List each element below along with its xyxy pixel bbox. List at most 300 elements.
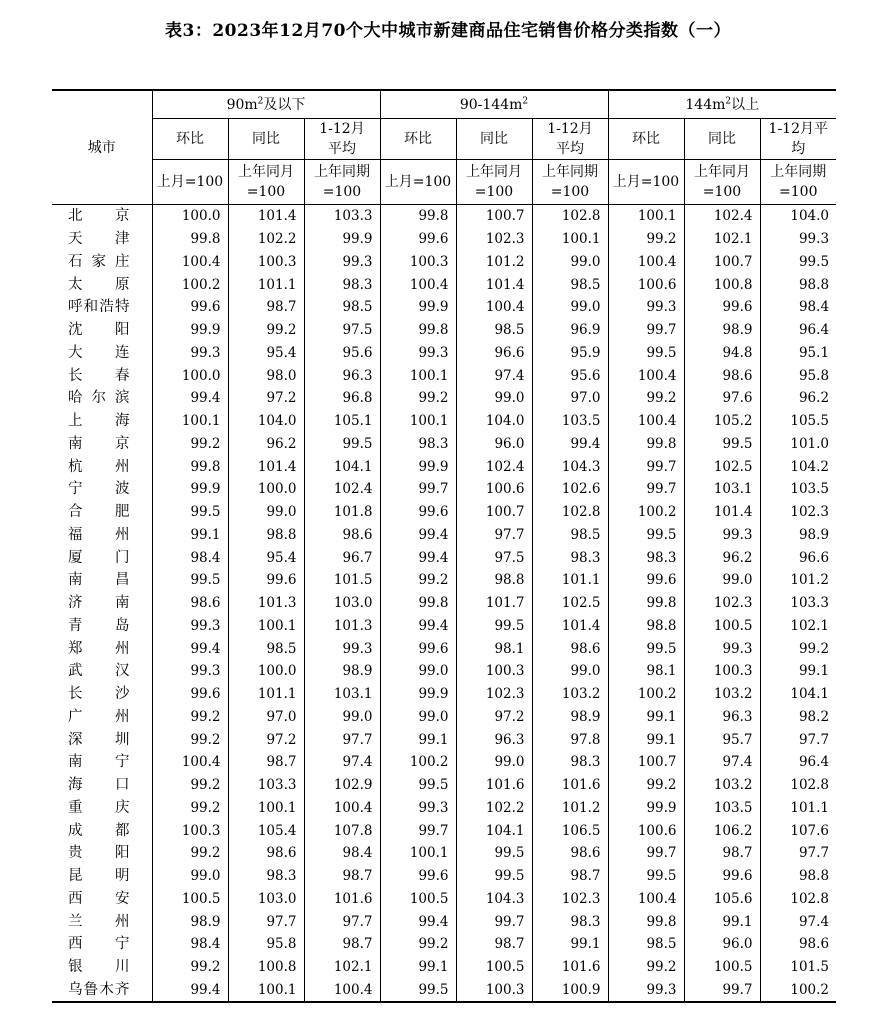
index-value: 103.5 xyxy=(684,797,760,820)
index-value: 99.5 xyxy=(304,433,380,456)
index-value: 102.1 xyxy=(684,228,760,251)
index-value: 98.3 xyxy=(532,751,608,774)
index-value: 102.6 xyxy=(532,478,608,501)
index-value: 98.6 xyxy=(152,592,228,615)
index-value: 96.3 xyxy=(304,364,380,387)
table-row xyxy=(52,342,836,365)
index-value: 99.8 xyxy=(608,910,684,933)
table-row xyxy=(52,273,836,296)
index-value: 99.5 xyxy=(760,251,836,274)
table-row xyxy=(52,910,836,933)
index-value: 99.8 xyxy=(152,228,228,251)
index-value: 100.4 xyxy=(456,296,532,319)
table-row xyxy=(52,251,836,274)
index-value: 100.4 xyxy=(608,410,684,433)
index-value: 98.8 xyxy=(228,524,304,547)
table-row xyxy=(52,615,836,638)
index-value: 98.8 xyxy=(760,865,836,888)
index-value: 100.3 xyxy=(228,251,304,274)
index-value: 106.5 xyxy=(532,819,608,842)
index-value: 99.6 xyxy=(380,637,456,660)
index-value: 98.9 xyxy=(684,319,760,342)
index-value: 96.2 xyxy=(684,546,760,569)
index-value: 99.3 xyxy=(760,228,836,251)
index-value: 103.3 xyxy=(760,592,836,615)
column-header-avg: 1-12月平均 xyxy=(532,119,608,160)
index-value: 95.8 xyxy=(228,933,304,956)
index-value: 99.5 xyxy=(684,433,760,456)
column-base-yoy: 上年同月=100 xyxy=(684,160,760,205)
index-value: 99.6 xyxy=(380,501,456,524)
index-value: 99.8 xyxy=(608,433,684,456)
index-value: 101.4 xyxy=(532,615,608,638)
index-value: 99.4 xyxy=(152,387,228,410)
index-value: 99.3 xyxy=(684,524,760,547)
index-value: 104.1 xyxy=(304,455,380,478)
index-value: 100.2 xyxy=(152,273,228,296)
index-value: 102.3 xyxy=(532,888,608,911)
index-value: 99.3 xyxy=(304,637,380,660)
table-row xyxy=(52,228,836,251)
index-value: 99.4 xyxy=(152,637,228,660)
table-row xyxy=(52,387,836,410)
city-name: 西安 xyxy=(68,890,130,907)
city-name: 北京 xyxy=(68,208,130,225)
index-value: 101.1 xyxy=(760,797,836,820)
index-value: 101.8 xyxy=(304,501,380,524)
index-value: 102.4 xyxy=(684,205,760,228)
city-name: 兰州 xyxy=(68,913,130,930)
index-value: 98.4 xyxy=(760,296,836,319)
column-header-mom: 环比 xyxy=(608,119,684,160)
index-value: 99.2 xyxy=(608,228,684,251)
index-value: 102.8 xyxy=(532,205,608,228)
index-value: 99.2 xyxy=(152,433,228,456)
index-value: 99.0 xyxy=(380,660,456,683)
index-value: 99.0 xyxy=(456,387,532,410)
index-value: 96.9 xyxy=(532,319,608,342)
table-row xyxy=(52,364,836,387)
index-value: 102.3 xyxy=(456,683,532,706)
index-value: 99.6 xyxy=(684,865,760,888)
index-value: 104.1 xyxy=(456,819,532,842)
index-value: 96.6 xyxy=(456,342,532,365)
index-value: 96.0 xyxy=(456,433,532,456)
index-value: 100.5 xyxy=(684,956,760,979)
index-value: 97.0 xyxy=(532,387,608,410)
index-value: 101.3 xyxy=(228,592,304,615)
index-value: 97.4 xyxy=(456,364,532,387)
index-value: 99.4 xyxy=(380,615,456,638)
index-value: 99.2 xyxy=(152,797,228,820)
index-value: 98.6 xyxy=(684,364,760,387)
index-value: 98.4 xyxy=(152,933,228,956)
table-row xyxy=(52,501,836,524)
index-value: 100.4 xyxy=(304,797,380,820)
column-base-mom: 上月=100 xyxy=(380,160,456,205)
index-value: 95.4 xyxy=(228,342,304,365)
city-name: 哈尔滨 xyxy=(68,390,130,407)
index-value: 97.4 xyxy=(684,751,760,774)
index-value: 99.5 xyxy=(456,615,532,638)
index-value: 100.0 xyxy=(152,205,228,228)
column-base-mom: 上月=100 xyxy=(608,160,684,205)
index-value: 99.1 xyxy=(380,728,456,751)
column-base-avg: 上年同期=100 xyxy=(760,160,836,205)
table-row xyxy=(52,797,836,820)
city-name: 贵阳 xyxy=(68,845,130,862)
index-value: 97.6 xyxy=(684,387,760,410)
index-value: 97.2 xyxy=(228,387,304,410)
index-value: 98.3 xyxy=(532,546,608,569)
index-value: 100.6 xyxy=(608,819,684,842)
group-header-small: $90m^2$及以下 xyxy=(152,90,380,119)
table-row xyxy=(52,205,836,228)
index-value: 100.1 xyxy=(228,979,304,1003)
table-row xyxy=(52,478,836,501)
city-name: 厦门 xyxy=(68,549,130,566)
index-value: 101.2 xyxy=(456,251,532,274)
city-name: 银川 xyxy=(68,959,130,976)
index-value: 105.1 xyxy=(304,410,380,433)
index-value: 95.8 xyxy=(760,364,836,387)
index-value: 96.6 xyxy=(760,546,836,569)
column-base-avg: 上年同期=100 xyxy=(304,160,380,205)
index-value: 99.4 xyxy=(380,910,456,933)
index-value: 98.5 xyxy=(532,273,608,296)
group-header-large: $144m^2$以上 xyxy=(608,90,836,119)
index-value: 99.5 xyxy=(456,865,532,888)
index-value: 100.7 xyxy=(608,751,684,774)
index-value: 95.6 xyxy=(532,364,608,387)
index-value: 96.4 xyxy=(760,319,836,342)
city-name: 长春 xyxy=(68,367,130,384)
index-value: 103.2 xyxy=(532,683,608,706)
index-value: 103.3 xyxy=(304,205,380,228)
index-value: 98.6 xyxy=(228,842,304,865)
index-value: 102.2 xyxy=(456,797,532,820)
index-value: 104.2 xyxy=(760,455,836,478)
index-value: 99.7 xyxy=(380,819,456,842)
city-name: 南京 xyxy=(68,435,130,452)
index-value: 103.2 xyxy=(684,683,760,706)
city-name: 太原 xyxy=(68,276,130,293)
index-value: 100.7 xyxy=(456,501,532,524)
index-value: 99.2 xyxy=(760,637,836,660)
index-value: 99.5 xyxy=(608,865,684,888)
index-value: 101.6 xyxy=(304,888,380,911)
index-value: 102.5 xyxy=(684,455,760,478)
index-value: 99.9 xyxy=(608,797,684,820)
index-value: 102.3 xyxy=(760,501,836,524)
column-header-mom: 环比 xyxy=(152,119,228,160)
index-value: 98.7 xyxy=(228,751,304,774)
index-value: 98.3 xyxy=(608,546,684,569)
city-name: 青岛 xyxy=(68,617,130,634)
table-row xyxy=(52,592,836,615)
city-name: 天津 xyxy=(68,231,130,248)
city-name: 呼和浩特 xyxy=(68,299,130,316)
city-name: 广州 xyxy=(68,708,130,725)
column-base-mom: 上月=100 xyxy=(152,160,228,205)
index-value: 99.0 xyxy=(152,865,228,888)
index-value: 99.1 xyxy=(684,910,760,933)
index-value: 99.2 xyxy=(380,933,456,956)
city-name: 石家庄 xyxy=(68,253,130,270)
index-value: 102.3 xyxy=(684,592,760,615)
index-value: 99.1 xyxy=(380,956,456,979)
index-value: 99.2 xyxy=(152,956,228,979)
column-header-yoy: 同比 xyxy=(456,119,532,160)
index-value: 100.5 xyxy=(456,956,532,979)
index-value: 102.8 xyxy=(532,501,608,524)
index-value: 98.5 xyxy=(608,933,684,956)
index-value: 100.1 xyxy=(152,410,228,433)
index-value: 99.4 xyxy=(380,524,456,547)
index-value: 100.1 xyxy=(228,615,304,638)
index-value: 99.3 xyxy=(608,296,684,319)
table-row xyxy=(52,683,836,706)
index-value: 99.5 xyxy=(608,524,684,547)
index-value: 105.5 xyxy=(760,410,836,433)
index-value: 100.2 xyxy=(608,501,684,524)
price-index-table xyxy=(52,89,836,1003)
table-row xyxy=(52,728,836,751)
column-base-yoy: 上年同月=100 xyxy=(456,160,532,205)
index-value: 99.3 xyxy=(684,637,760,660)
table-row xyxy=(52,433,836,456)
index-value: 98.8 xyxy=(456,569,532,592)
table-row xyxy=(52,660,836,683)
index-value: 100.4 xyxy=(152,251,228,274)
index-value: 98.5 xyxy=(532,524,608,547)
table-row xyxy=(52,888,836,911)
index-value: 98.8 xyxy=(608,615,684,638)
index-value: 96.3 xyxy=(456,728,532,751)
table-row xyxy=(52,751,836,774)
index-value: 97.2 xyxy=(228,728,304,751)
index-value: 99.2 xyxy=(152,706,228,729)
city-name: 深圳 xyxy=(68,731,130,748)
index-value: 99.7 xyxy=(684,979,760,1003)
table-row xyxy=(52,865,836,888)
index-value: 100.3 xyxy=(380,251,456,274)
city-name: 成都 xyxy=(68,822,130,839)
index-value: 95.1 xyxy=(760,342,836,365)
index-value: 98.6 xyxy=(760,933,836,956)
index-value: 99.9 xyxy=(152,319,228,342)
index-value: 100.1 xyxy=(608,205,684,228)
index-value: 98.1 xyxy=(608,660,684,683)
index-value: 99.3 xyxy=(380,342,456,365)
index-value: 101.6 xyxy=(456,774,532,797)
index-value: 97.2 xyxy=(456,706,532,729)
index-value: 98.3 xyxy=(532,910,608,933)
index-value: 97.0 xyxy=(228,706,304,729)
index-value: 103.2 xyxy=(684,774,760,797)
column-base-avg: 上年同期=100 xyxy=(532,160,608,205)
index-value: 99.2 xyxy=(608,387,684,410)
index-value: 98.7 xyxy=(456,933,532,956)
index-value: 100.3 xyxy=(456,979,532,1003)
index-value: 100.0 xyxy=(152,364,228,387)
city-name: 昆明 xyxy=(68,868,130,885)
index-value: 102.8 xyxy=(760,774,836,797)
index-value: 102.1 xyxy=(760,615,836,638)
index-value: 96.7 xyxy=(304,546,380,569)
index-value: 102.8 xyxy=(760,888,836,911)
index-value: 95.9 xyxy=(532,342,608,365)
index-value: 101.0 xyxy=(760,433,836,456)
index-value: 101.5 xyxy=(760,956,836,979)
index-value: 102.3 xyxy=(456,228,532,251)
city-name: 南昌 xyxy=(68,572,130,589)
group-header-medium: $90-144m^2$ xyxy=(380,90,608,119)
index-value: 96.0 xyxy=(684,933,760,956)
index-value: 98.7 xyxy=(532,865,608,888)
index-value: 101.4 xyxy=(228,205,304,228)
index-value: 98.6 xyxy=(532,842,608,865)
index-value: 99.2 xyxy=(152,842,228,865)
index-value: 97.5 xyxy=(456,546,532,569)
index-value: 102.1 xyxy=(304,956,380,979)
index-value: 101.2 xyxy=(760,569,836,592)
index-value: 100.2 xyxy=(760,979,836,1003)
city-name: 乌鲁木齐 xyxy=(52,979,152,1003)
index-value: 100.2 xyxy=(380,751,456,774)
index-value: 99.6 xyxy=(228,569,304,592)
city-name: 海口 xyxy=(68,777,130,794)
index-value: 101.4 xyxy=(684,501,760,524)
index-value: 99.2 xyxy=(608,774,684,797)
index-value: 100.9 xyxy=(532,979,608,1003)
index-value: 97.7 xyxy=(760,728,836,751)
index-value: 99.7 xyxy=(380,478,456,501)
index-value: 99.6 xyxy=(608,569,684,592)
index-value: 101.1 xyxy=(228,683,304,706)
city-name: 重庆 xyxy=(68,799,130,816)
index-value: 99.9 xyxy=(380,683,456,706)
index-value: 96.8 xyxy=(304,387,380,410)
index-value: 103.1 xyxy=(684,478,760,501)
index-value: 99.2 xyxy=(228,319,304,342)
index-value: 99.9 xyxy=(304,228,380,251)
column-header-avg: 1-12月平均 xyxy=(304,119,380,160)
index-value: 99.5 xyxy=(152,501,228,524)
city-name: 武汉 xyxy=(68,663,130,680)
index-value: 106.2 xyxy=(684,819,760,842)
index-value: 100.1 xyxy=(380,410,456,433)
index-value: 103.5 xyxy=(760,478,836,501)
city-name: 南宁 xyxy=(68,754,130,771)
index-value: 100.5 xyxy=(380,888,456,911)
index-value: 99.0 xyxy=(304,706,380,729)
index-value: 100.0 xyxy=(228,660,304,683)
column-header-mom: 环比 xyxy=(380,119,456,160)
index-value: 101.2 xyxy=(532,797,608,820)
index-value: 99.0 xyxy=(456,751,532,774)
index-value: 98.9 xyxy=(152,910,228,933)
index-value: 99.7 xyxy=(608,455,684,478)
city-name: 杭州 xyxy=(68,458,130,475)
index-value: 99.4 xyxy=(532,433,608,456)
index-value: 100.4 xyxy=(608,251,684,274)
index-value: 100.4 xyxy=(380,273,456,296)
index-value: 100.8 xyxy=(684,273,760,296)
index-value: 97.4 xyxy=(760,910,836,933)
index-value: 100.8 xyxy=(228,956,304,979)
index-value: 99.0 xyxy=(532,251,608,274)
index-value: 100.1 xyxy=(532,228,608,251)
table-title: 表3：2023年12月70个大中城市新建商品住宅销售价格分类指数（一） xyxy=(165,21,731,41)
index-value: 99.7 xyxy=(608,478,684,501)
index-value: 98.4 xyxy=(304,842,380,865)
index-value: 98.7 xyxy=(304,933,380,956)
index-value: 101.7 xyxy=(456,592,532,615)
index-value: 103.1 xyxy=(304,683,380,706)
index-value: 99.8 xyxy=(380,205,456,228)
city-column-header: 城市 xyxy=(52,90,152,205)
index-value: 99.1 xyxy=(152,524,228,547)
index-value: 100.6 xyxy=(456,478,532,501)
index-value: 99.7 xyxy=(608,842,684,865)
index-value: 99.6 xyxy=(152,683,228,706)
index-value: 105.6 xyxy=(684,888,760,911)
index-value: 99.7 xyxy=(608,319,684,342)
index-value: 98.5 xyxy=(304,296,380,319)
index-value: 97.8 xyxy=(532,728,608,751)
index-value: 100.2 xyxy=(608,683,684,706)
index-value: 104.3 xyxy=(456,888,532,911)
table-row xyxy=(52,296,836,319)
index-value: 98.7 xyxy=(304,865,380,888)
index-value: 98.6 xyxy=(304,524,380,547)
table-row xyxy=(52,819,836,842)
city-name: 上海 xyxy=(68,413,130,430)
index-value: 102.4 xyxy=(456,455,532,478)
table-row xyxy=(52,524,836,547)
index-value: 99.6 xyxy=(152,296,228,319)
city-name: 福州 xyxy=(68,526,130,543)
index-value: 99.2 xyxy=(152,728,228,751)
index-value: 96.3 xyxy=(684,706,760,729)
index-value: 100.0 xyxy=(228,478,304,501)
index-value: 99.6 xyxy=(380,865,456,888)
index-value: 99.9 xyxy=(152,478,228,501)
index-value: 94.8 xyxy=(684,342,760,365)
index-value: 99.0 xyxy=(532,660,608,683)
index-value: 99.0 xyxy=(380,706,456,729)
index-value: 99.8 xyxy=(380,319,456,342)
index-value: 100.4 xyxy=(608,364,684,387)
index-value: 99.3 xyxy=(152,342,228,365)
index-value: 104.0 xyxy=(760,205,836,228)
index-value: 99.1 xyxy=(608,728,684,751)
index-value: 96.2 xyxy=(760,387,836,410)
index-value: 99.0 xyxy=(228,501,304,524)
table-row xyxy=(52,933,836,956)
index-value: 102.4 xyxy=(304,478,380,501)
index-value: 98.8 xyxy=(760,273,836,296)
index-value: 103.5 xyxy=(532,410,608,433)
index-value: 99.3 xyxy=(608,979,684,1003)
index-value: 95.4 xyxy=(228,546,304,569)
index-value: 97.7 xyxy=(304,728,380,751)
index-value: 98.9 xyxy=(304,660,380,683)
index-value: 100.1 xyxy=(228,797,304,820)
index-value: 100.5 xyxy=(684,615,760,638)
index-value: 99.3 xyxy=(152,660,228,683)
